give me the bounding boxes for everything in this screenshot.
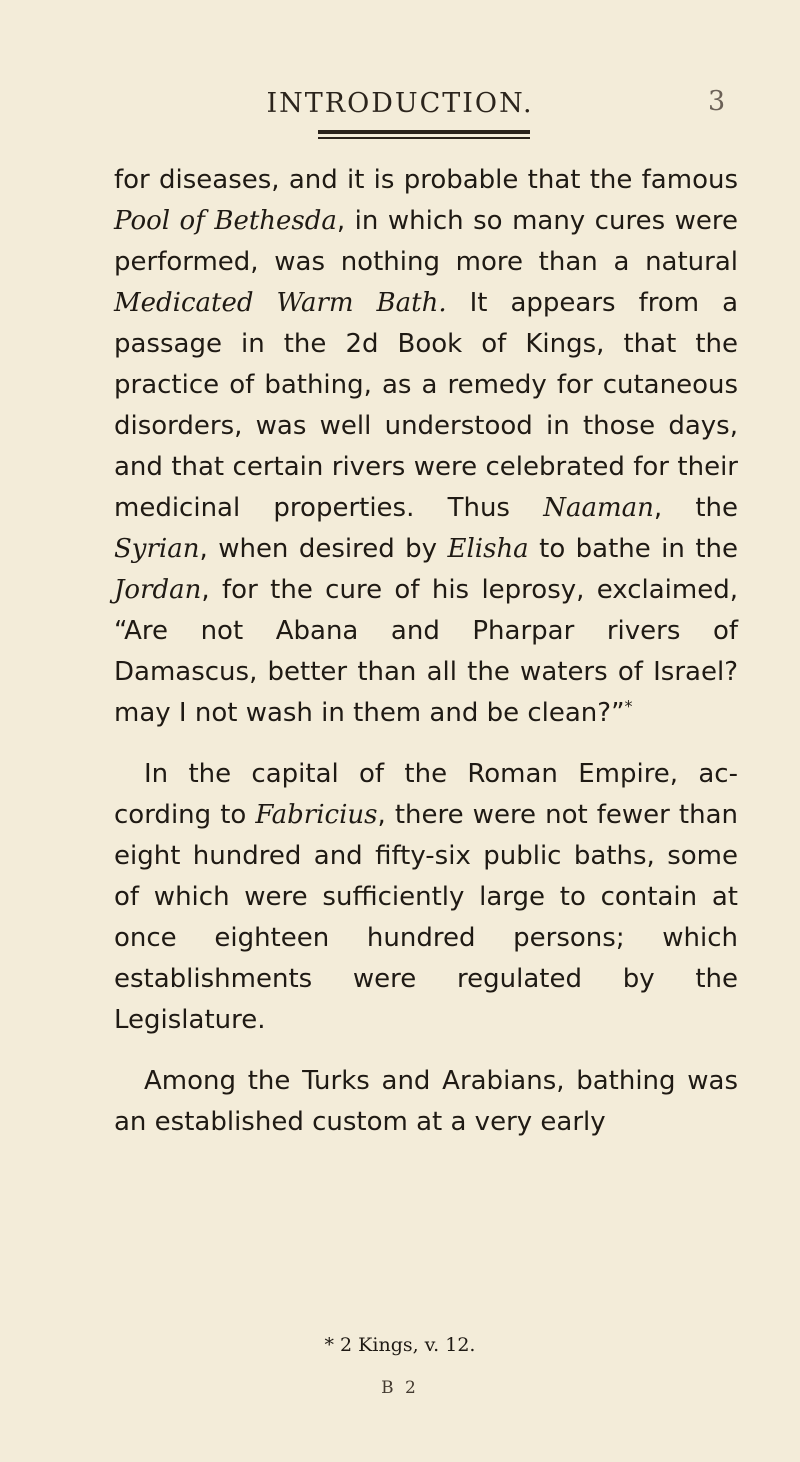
- paragraph: [114, 160, 738, 734]
- body-text: [114, 160, 738, 1143]
- text-run: , there were not fewer than eight hundred and fifty-six public baths, some of which were sufficiently large to contain at once eighteen hundred persons; which establishments were regulated by the Legislature.: [114, 800, 738, 1035]
- text-run: , the: [653, 493, 738, 523]
- text-run: It appears from a passage in the 2d Book of Kings, that the practice of bathing, as a remedy for cutaneous disorders, was well understood in those days, and that certain rivers were celebrated for their medicinal properties. Thus: [114, 288, 739, 523]
- text-run: In the capital of the Roman Empire, according to: [114, 759, 738, 830]
- signature-mark: B 2: [381, 1378, 419, 1398]
- paragraph: [114, 754, 738, 1041]
- italic-term: Jordan: [114, 575, 202, 605]
- text-run: to bathe in the: [528, 534, 738, 564]
- text-run: for diseases, and it is probable that the famous: [114, 165, 738, 195]
- text-run: , when desired by: [199, 534, 448, 564]
- italic-term: Naaman: [543, 493, 654, 523]
- italic-term: Syrian: [114, 534, 200, 564]
- header-rule-thick: [318, 130, 530, 134]
- italic-term: Elisha: [447, 534, 529, 564]
- italic-term: Pool of Bethesda: [114, 206, 337, 236]
- italic-term: Medicated Warm Bath.: [114, 288, 447, 318]
- text-run: , in which so many cures were performed, was nothing more than a natural: [114, 206, 738, 277]
- text-run: Among the Turks and Arabians, bathing was an established custom at a very early: [114, 1066, 738, 1137]
- footnote-reference: *: [624, 696, 633, 716]
- page-number: 3: [708, 86, 726, 117]
- header-rule-thin: [318, 137, 530, 139]
- text-run: , for the cure of his leprosy, exclaimed, “Are not Abana and Pharpar rivers of Damascus, better than all the waters of Israel? may I not wash in them and be clean?”: [114, 575, 738, 728]
- paragraph: [114, 1061, 738, 1143]
- italic-term: Fabricius: [255, 800, 378, 830]
- running-head: INTRODUCTION.: [266, 88, 534, 119]
- footnote: * 2 Kings, v. 12.: [324, 1334, 476, 1356]
